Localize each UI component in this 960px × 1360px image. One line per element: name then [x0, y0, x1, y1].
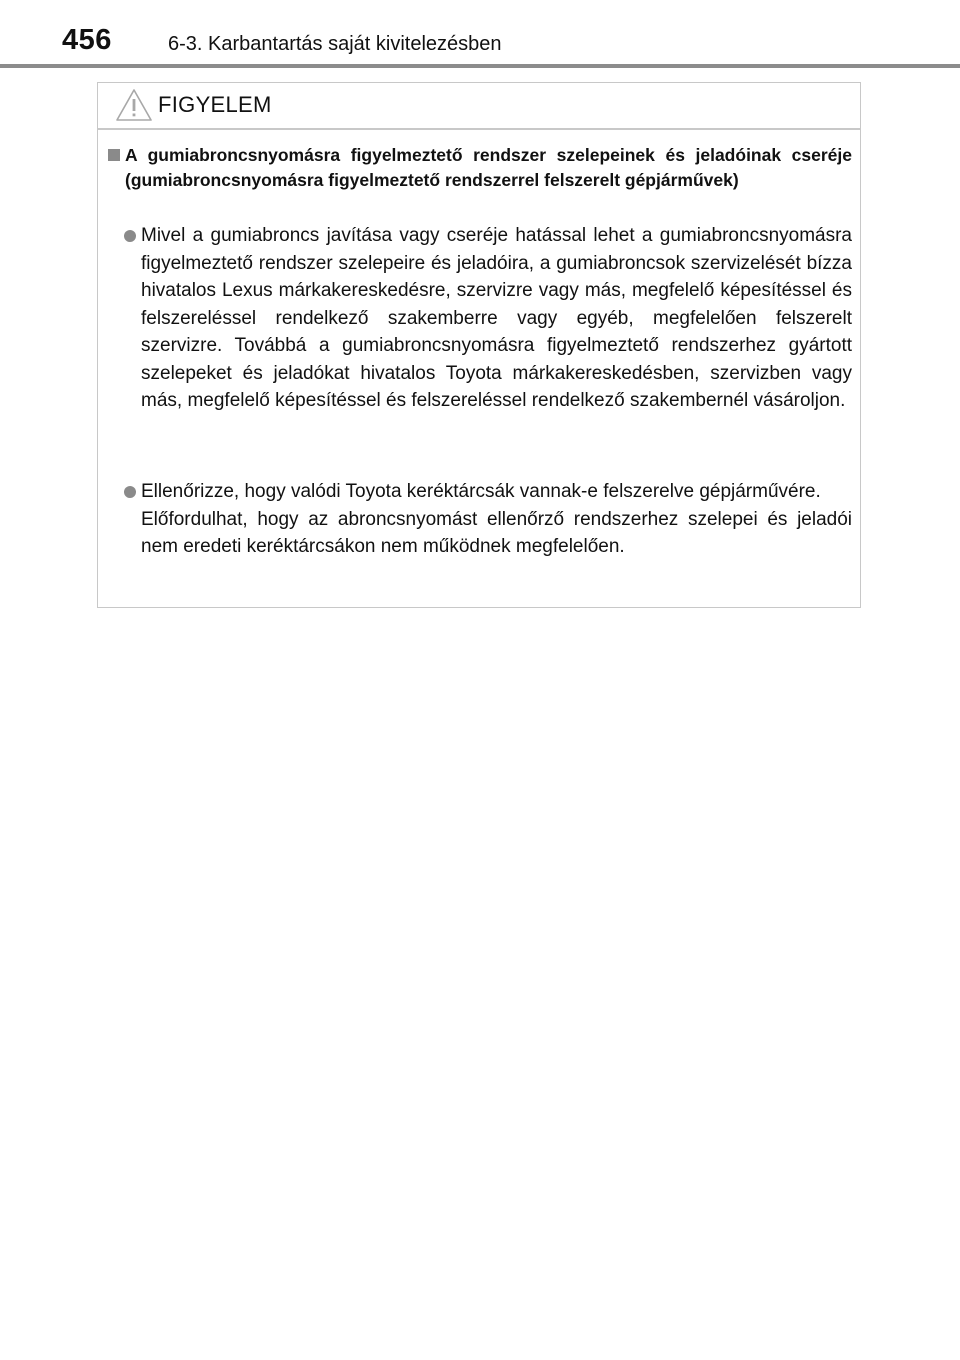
list-item-text: [124, 222, 852, 415]
list-item: [124, 478, 852, 561]
page-header: [0, 0, 960, 70]
square-bullet-icon: [108, 149, 120, 161]
list-item: [124, 222, 852, 415]
paragraph: Előfordulhat, hogy az abroncsnyomást ellenőrző rendszerhez szelepei és jeladói nem eredeti keréktárcsákon nem működnek megfelelően.: [141, 508, 852, 557]
warning-divider: [98, 128, 860, 130]
circle-bullet-icon: [124, 230, 136, 242]
paragraph: Ellenőrizze, hogy valódi Toyota keréktárcsák vannak-e felszerelve gépjárművére.: [141, 481, 821, 502]
list-item-text: [124, 478, 852, 561]
warning-subheading: [108, 143, 852, 192]
circle-bullet-icon: [124, 486, 136, 498]
warning-box: [97, 82, 861, 608]
warning-triangle-icon: [115, 88, 153, 122]
warning-header: [98, 83, 860, 126]
warning-subheading-text: A gumiabroncsnyomásra figyelmeztető rendszer szelepeinek és jeladóinak cseréje (gumiabroncsnyomásra figyelmeztető rendszerrel felszerelt gépjárművek): [125, 145, 852, 190]
page-number: 456: [62, 24, 112, 56]
paragraph: Mivel a gumiabroncs javítása vagy cseréje hatással lehet a gumiabroncsnyomásra figyelmeztető rendszer szelepeire és jeladóira, a gumiabroncsok szervizelését bízza hivatalos Lexus márkakereskedésre, szervizre vagy más, megfelelő képesítéssel és felszereléssel rendelkező szakemberre vagy egyéb, megfelelően felszerelt szervizre. Továbbá a gumiabroncsnyomásra figyelmeztető rendszerhez gyártott szelepeket és jeladókat hivatalos Toyota márkakereskedésben, szervizben vagy más, megfelelő képesítéssel és felszereléssel rendelkező szakembernél vásároljon.: [141, 225, 852, 411]
header-divider: [0, 64, 960, 68]
warning-title: FIGYELEM: [158, 92, 272, 117]
section-title: 6-3. Karbantartás saját kivitelezésben: [168, 33, 502, 55]
